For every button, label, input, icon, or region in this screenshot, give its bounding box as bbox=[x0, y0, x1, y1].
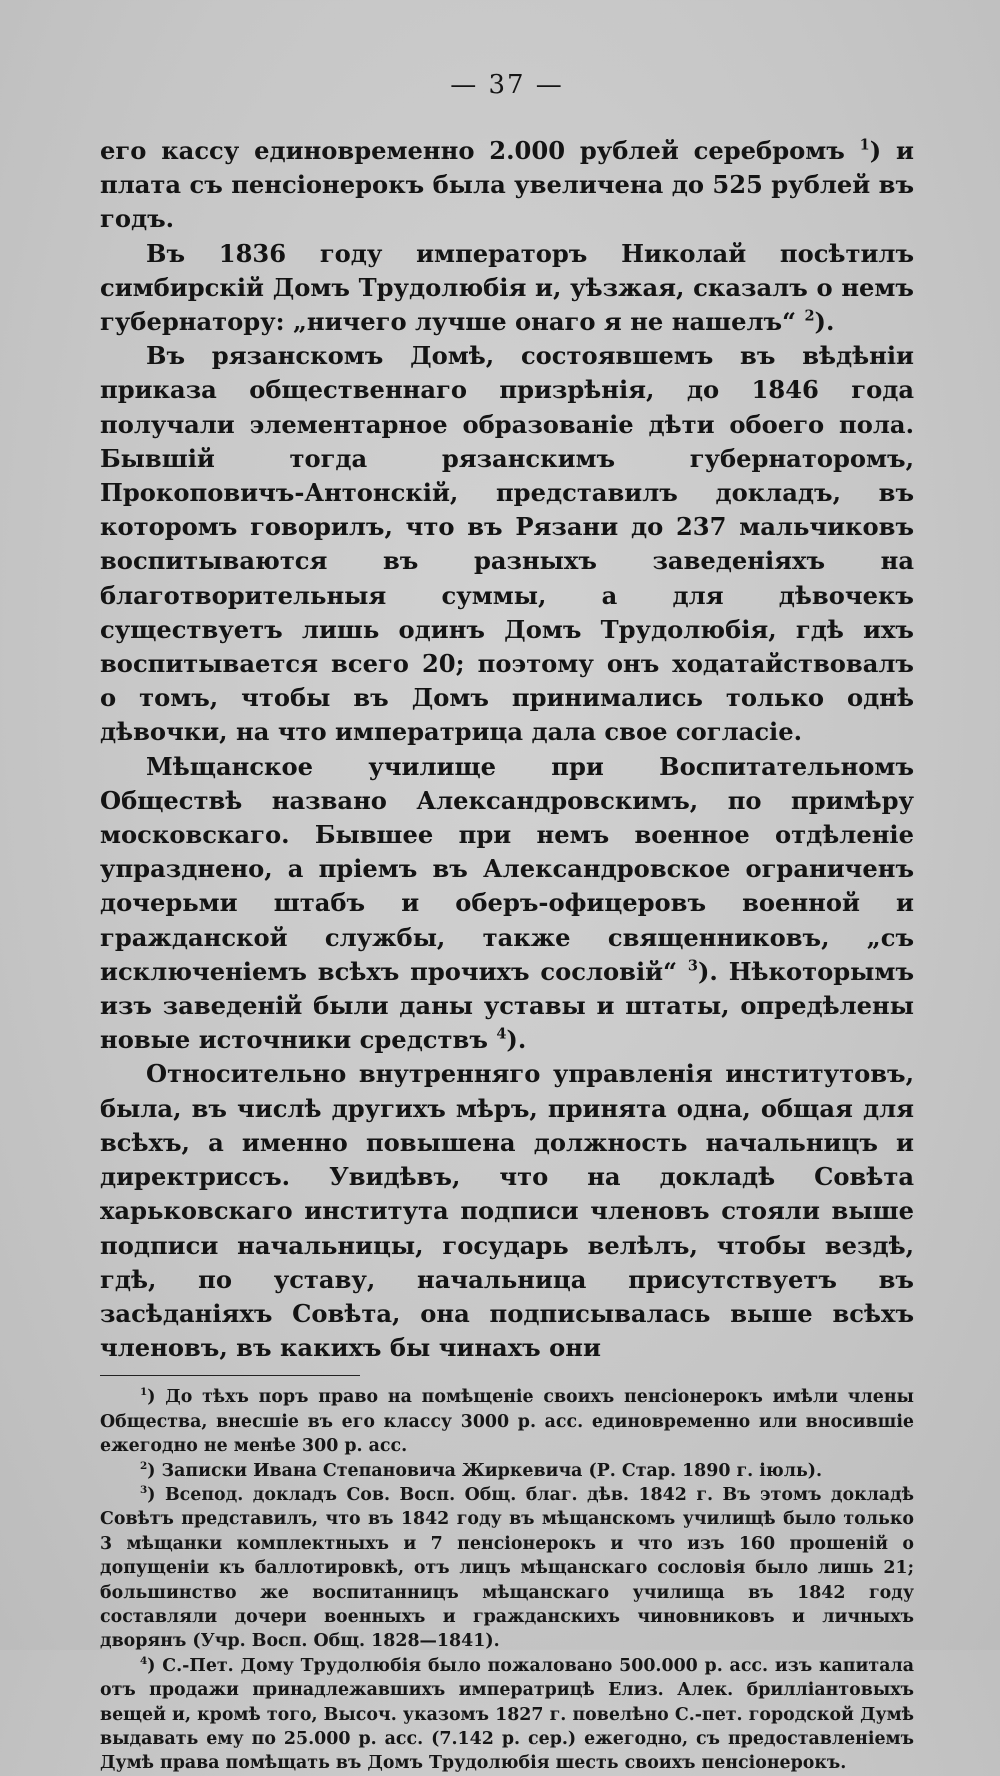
text-run: Въ 1836 году императоръ Николай посѣтилъ симбирскій Домъ Трудолюбія и, уѣзжая, сказалъ о немъ губернатору: „ничего лучше онаго я не нашелъ“ bbox=[100, 238, 914, 337]
footnote-4 bbox=[100, 1654, 914, 1776]
footnote-divider bbox=[100, 1375, 360, 1376]
footnote-marker: 1 bbox=[859, 136, 870, 154]
text-run: ) и плата съ пенсіонерокъ была увеличена до 525 рублей въ годъ. bbox=[100, 136, 915, 234]
footnote-3 bbox=[100, 1483, 914, 1654]
text-run: Мѣщанское училище при Воспитательномъ Обществѣ названо Александровскимъ, по примѣру московскаго. Бывшее при немъ военное отдѣленіе упразднено, а пріемъ въ Александровское ограниченъ дочерьми штабъ и оберъ-офицеровъ военной и гражданской службы, также священниковъ, „съ исключеніемъ всѣхъ прочихъ сословій“ bbox=[100, 751, 914, 986]
paragraph-5 bbox=[100, 1057, 914, 1365]
footnote-marker: 1 bbox=[140, 1386, 148, 1399]
footnote-marker: 3 bbox=[687, 957, 698, 975]
footnote-marker: 4 bbox=[140, 1655, 148, 1667]
text-run: ) До тѣхъ поръ право на помѣщеніе своихъ пенсіонерокъ имѣли члены Общества, внесшіе въ его классу 3000 р. асс. единовременно или вносившіе ежегодно не менѣе 300 р. асс. bbox=[100, 1387, 914, 1457]
paragraph-2 bbox=[100, 237, 914, 340]
footnote-1 bbox=[100, 1385, 914, 1458]
text-run: его кассу единовременно 2.000 рублей серебромъ bbox=[100, 136, 860, 165]
paragraph-3 bbox=[100, 339, 914, 749]
text-run: ). bbox=[506, 1025, 527, 1055]
document-page bbox=[100, 60, 915, 1774]
footnote-marker: 3 bbox=[140, 1484, 148, 1497]
footnote-marker: 2 bbox=[140, 1459, 148, 1472]
text-run: Относительно внутренняго управленія институтовъ, была, въ числѣ другихъ мѣръ, принята одна, общая для всѣхъ, а именно повышена должность начальницъ и директриссъ. Увидѣвъ, что на докладѣ Совѣта харьковскаго института подписи членовъ стояли выше подписи начальницы, государь велѣлъ, чтобы вездѣ, гдѣ, по уставу, начальница присутствуетъ въ засѣданіяхъ Совѣта, она подписывалась выше всѣхъ членовъ, въ какихъ бы чинахъ они bbox=[100, 1059, 914, 1363]
footnote-marker: 2 bbox=[804, 307, 815, 325]
paragraph-4 bbox=[100, 750, 914, 1058]
paragraph-1 bbox=[100, 134, 914, 237]
text-run: ) С.-Пет. Дому Трудолюбія было пожаловано 500.000 р. асс. изъ капитала отъ продажи принадлежавшихъ императрицѣ Елиз. Алек. бриллiантовыхъ вещей и, кромѣ того, Высоч. указомъ 1827 г. повелѣно С.-пет. городской Думѣ выдавать ему по 25.000 р. асс. (7.142 р. сер.) ежегодно, съ предоставленіемъ Думѣ права помѣщать въ Домъ Трудолюбія шесть своихъ пенсіонерокъ. bbox=[100, 1655, 914, 1774]
text-run: ). Нѣкоторымъ изъ заведеній были даны уставы и штаты, опредѣлены новые источники средствъ bbox=[100, 956, 914, 1055]
footnote-2 bbox=[100, 1459, 914, 1483]
page-number: — 37 — bbox=[450, 70, 564, 100]
main-text bbox=[100, 134, 914, 1365]
text-run: ). bbox=[814, 307, 835, 337]
footnotes bbox=[100, 1385, 914, 1776]
text-run: Въ рязанскомъ Домѣ, состоявшемъ въ вѣдѣніи приказа общественнаго призрѣнія, до 1846 года получали элементарное образованіе дѣти обоего пола. Бывшій тогда рязанскимъ губернаторомъ, Прокоповичъ-Антонскій, представилъ докладъ, въ которомъ говорилъ, что въ Рязани до 237 мальчиковъ воспитываются въ разныхъ заведеніяхъ на благотворительныя суммы, а для дѣвочекъ существуетъ лишь одинъ Домъ Трудолюбія, гдѣ ихъ воспитывается всего 20; поэтому онъ ходатайствовалъ о томъ, чтобы въ Домъ принимались только однѣ дѣвочки, на что императрица дала свое согласіе. bbox=[100, 341, 914, 747]
text-run: ) Всепод. докладъ Сов. Восп. Общ. благ. дѣв. 1842 г. Въ этомъ докладѣ Совѣтъ представилъ, что въ 1842 году въ мѣщанскомъ училищѣ было только 3 мѣщанки комплектныхъ и 7 пенсіонерокъ и что изъ 160 прошеній о допущеніи къ баллотировкѣ, отъ лицъ мѣщанскаго сословія было лишь 21; большинство же воспитанницъ мѣщанскаго училища въ 1842 году составляли дочери военныхъ и гражданскихъ чиновниковъ и личныхъ дворянъ (Учр. Восп. Общ. 1828—1841). bbox=[100, 1484, 914, 1652]
text-run: ) Записки Ивана Степановича Жиркевича (Р. Стар. 1890 г. іюль). bbox=[147, 1460, 823, 1481]
footnote-marker: 4 bbox=[496, 1025, 507, 1043]
